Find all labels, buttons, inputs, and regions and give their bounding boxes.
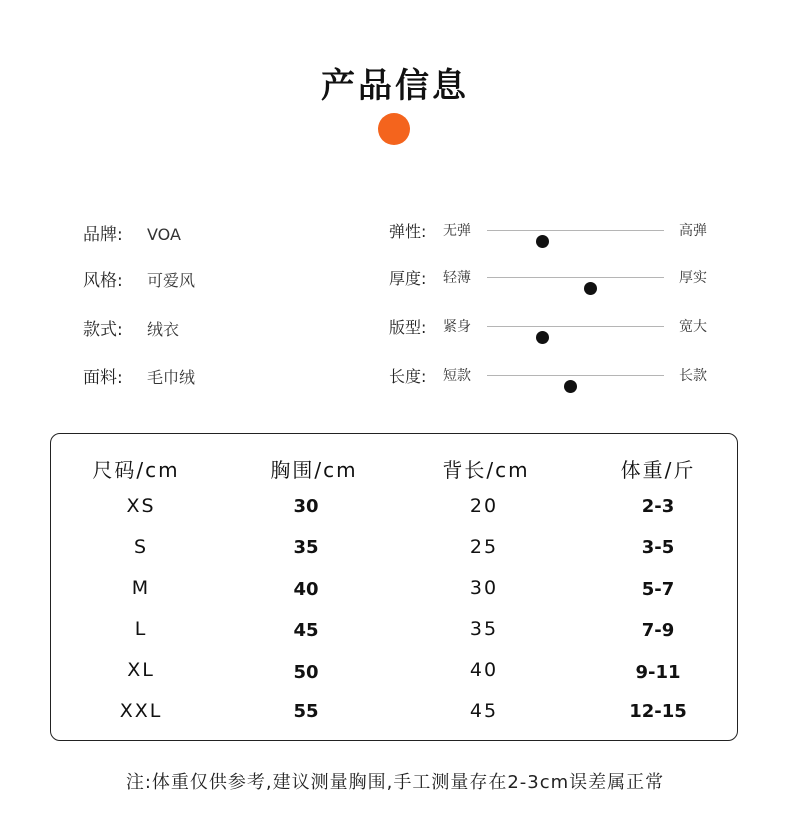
scale-label: 长度: bbox=[389, 367, 427, 386]
table-cell-chest: 55 bbox=[293, 701, 319, 722]
table-cell-size: XS bbox=[126, 495, 156, 517]
scale-label: 弹性: bbox=[389, 222, 427, 241]
accent-dot-icon bbox=[378, 113, 410, 145]
scale-thickness bbox=[389, 266, 719, 290]
scale-label: 厚度: bbox=[389, 269, 427, 288]
scale-low-label: 无弹 bbox=[443, 223, 471, 239]
scale-track bbox=[487, 375, 664, 376]
scale-track bbox=[487, 326, 664, 327]
attribute-value: VOA bbox=[147, 225, 181, 244]
attribute-value: 可爱风 bbox=[147, 271, 196, 290]
scale-low-label: 短款 bbox=[443, 368, 471, 384]
table-header-chest: 胸围/cm bbox=[270, 458, 358, 482]
footnote: 注:体重仅供参考,建议测量胸围,手工测量存在2-3cm误差属正常 bbox=[125, 772, 665, 793]
attribute-brand bbox=[83, 220, 181, 245]
scale-low-label: 轻薄 bbox=[443, 270, 471, 286]
attribute-label: 风格: bbox=[83, 271, 123, 291]
table-cell-size: S bbox=[133, 536, 149, 558]
size-table bbox=[50, 433, 738, 741]
scale-track bbox=[487, 230, 664, 231]
table-cell-back-length: 40 bbox=[469, 659, 499, 681]
scale-high-label: 高弹 bbox=[679, 223, 707, 239]
scale-high-label: 宽大 bbox=[679, 319, 707, 335]
attribute-label: 品牌: bbox=[83, 225, 123, 245]
table-cell-weight: 7-9 bbox=[641, 620, 675, 641]
table-cell-size: XL bbox=[127, 659, 155, 681]
table-header-size: 尺码/cm bbox=[92, 458, 180, 482]
table-cell-chest: 50 bbox=[293, 662, 319, 683]
scale-fit bbox=[389, 315, 719, 339]
page-title: 产品信息 bbox=[321, 66, 469, 106]
table-cell-chest: 45 bbox=[293, 620, 319, 641]
table-cell-weight: 12-15 bbox=[629, 701, 687, 722]
scale-knob bbox=[536, 235, 549, 248]
scale-length bbox=[389, 364, 719, 388]
scale-knob bbox=[584, 282, 597, 295]
table-cell-chest: 35 bbox=[293, 537, 319, 558]
attribute-label: 面料: bbox=[83, 368, 123, 388]
table-cell-back-length: 20 bbox=[469, 495, 499, 517]
table-cell-back-length: 25 bbox=[469, 536, 499, 558]
table-cell-back-length: 30 bbox=[469, 577, 499, 599]
attribute-value: 绒衣 bbox=[147, 320, 180, 339]
table-cell-chest: 40 bbox=[293, 579, 319, 600]
attribute-fabric bbox=[83, 363, 195, 388]
table-cell-size: XXL bbox=[119, 700, 163, 722]
scale-high-label: 长款 bbox=[679, 368, 707, 384]
attribute-label: 款式: bbox=[83, 320, 123, 340]
scale-high-label: 厚实 bbox=[679, 270, 707, 286]
scale-label: 版型: bbox=[389, 318, 427, 337]
attribute-value: 毛巾绒 bbox=[147, 368, 196, 387]
table-header-back-length: 背长/cm bbox=[442, 458, 530, 482]
scale-elasticity bbox=[389, 219, 719, 243]
attribute-style bbox=[83, 266, 195, 291]
table-cell-weight: 2-3 bbox=[641, 496, 675, 517]
scale-knob bbox=[536, 331, 549, 344]
table-cell-size: M bbox=[131, 577, 151, 599]
attribute-type bbox=[83, 315, 179, 340]
table-cell-weight: 9-11 bbox=[635, 662, 681, 683]
table-cell-chest: 30 bbox=[293, 496, 319, 517]
table-cell-back-length: 45 bbox=[469, 700, 499, 722]
table-cell-back-length: 35 bbox=[469, 618, 499, 640]
scale-low-label: 紧身 bbox=[443, 319, 471, 335]
table-header-weight: 体重/斤 bbox=[620, 458, 696, 482]
table-cell-weight: 5-7 bbox=[641, 579, 675, 600]
table-cell-weight: 3-5 bbox=[641, 537, 675, 558]
table-cell-size: L bbox=[134, 618, 148, 640]
scale-track bbox=[487, 277, 664, 278]
scale-knob bbox=[564, 380, 577, 393]
